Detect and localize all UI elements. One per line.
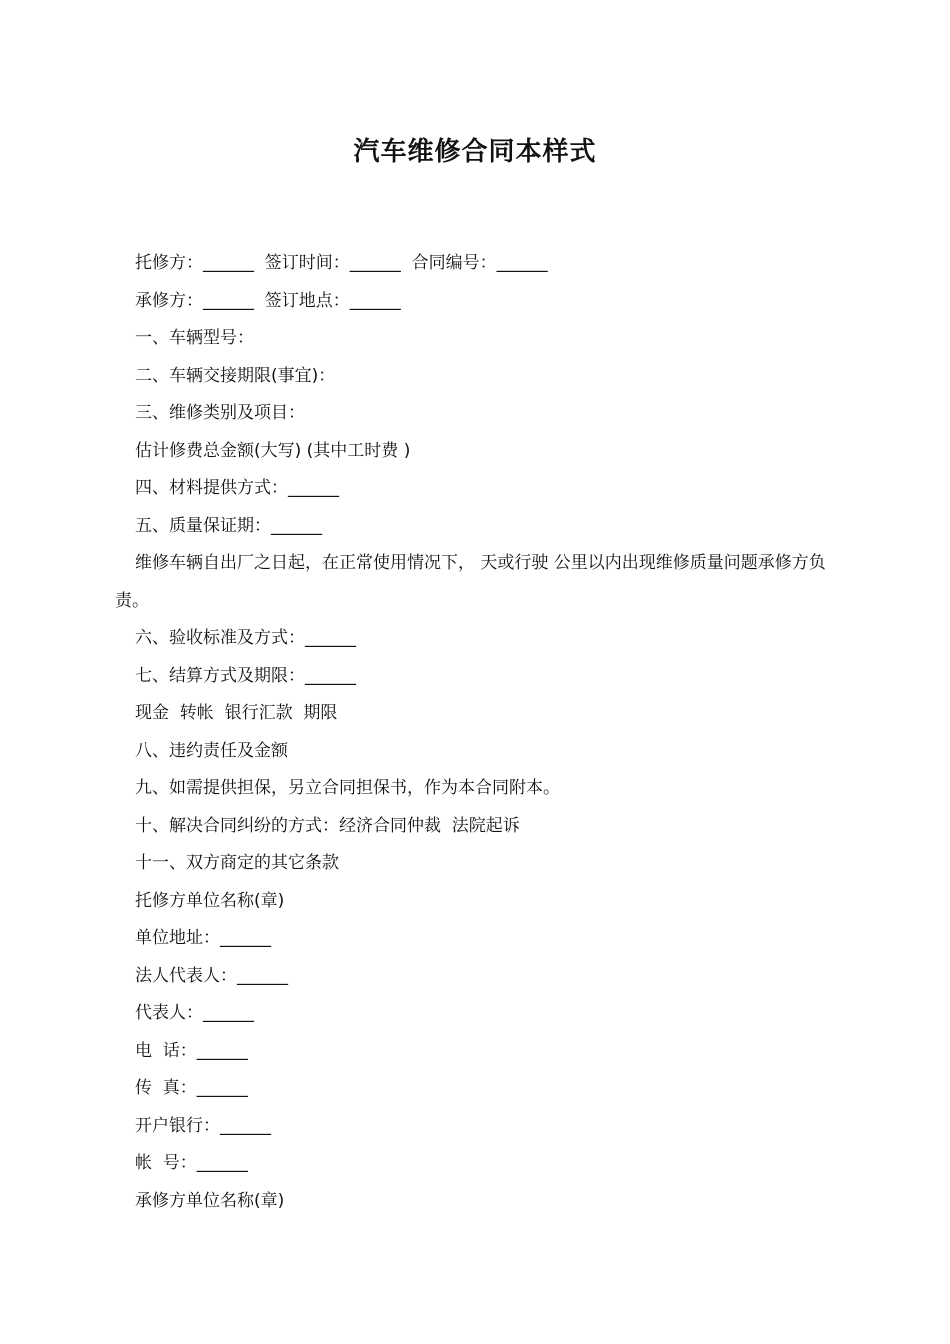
estimated-cost-line: 估计修费总金额(大写) (其中工时费 ) [135,440,411,461]
bank-line: 开户银行：______ [135,1115,271,1136]
document-title: 汽车维修合同本样式 [353,137,597,167]
phone-line: 电 话：______ [135,1040,248,1061]
breach-liability-line: 八、违约责任及金额 [135,740,288,761]
repairer-unit-name-line: 承修方单位名称(章) [135,1190,285,1211]
warranty-paragraph: 维修车辆自出厂之日起，在正常使用情况下， 天或行驶 公里以内出现维修质量问题承修方负责。 [115,553,826,611]
account-number-line: 帐 号：______ [135,1153,248,1173]
repairer-line: 承修方：______ 签订地点：______ [135,290,401,311]
warranty-period-line: 五、质量保证期：______ [135,515,322,536]
payment-methods-line: 现金 转帐 银行汇款 期限 [135,703,338,723]
handover-period-line: 二、车辆交接期限(事宜)： [135,365,336,386]
acceptance-line: 六、验收标准及方式：______ [135,628,356,648]
other-terms-line: 十一、双方商定的其它条款 [135,853,339,873]
settlement-line: 七、结算方式及期限：______ [135,665,356,686]
representative-line: 代表人：______ [135,1003,254,1023]
repair-category-line: 三、维修类别及项目： [135,403,305,423]
client-unit-name-line: 托修方单位名称(章) [135,890,285,911]
dispute-resolution-line: 十、解决合同纠纷的方式：经济合同仲裁 法院起诉 [135,815,520,836]
material-supply-line: 四、材料提供方式：______ [135,478,339,498]
legal-representative-line: 法人代表人：______ [135,965,288,986]
fax-line: 传 真：______ [135,1078,248,1098]
contract-body [115,245,850,1220]
guarantee-line: 九、如需提供担保，另立合同担保书，作为本合同附本。 [135,778,560,798]
client-line: 托修方：______ 签订时间：______ 合同编号：______ [135,253,548,273]
unit-address-line: 单位地址：______ [135,928,271,948]
vehicle-model-line: 一、车辆型号： [135,328,254,348]
